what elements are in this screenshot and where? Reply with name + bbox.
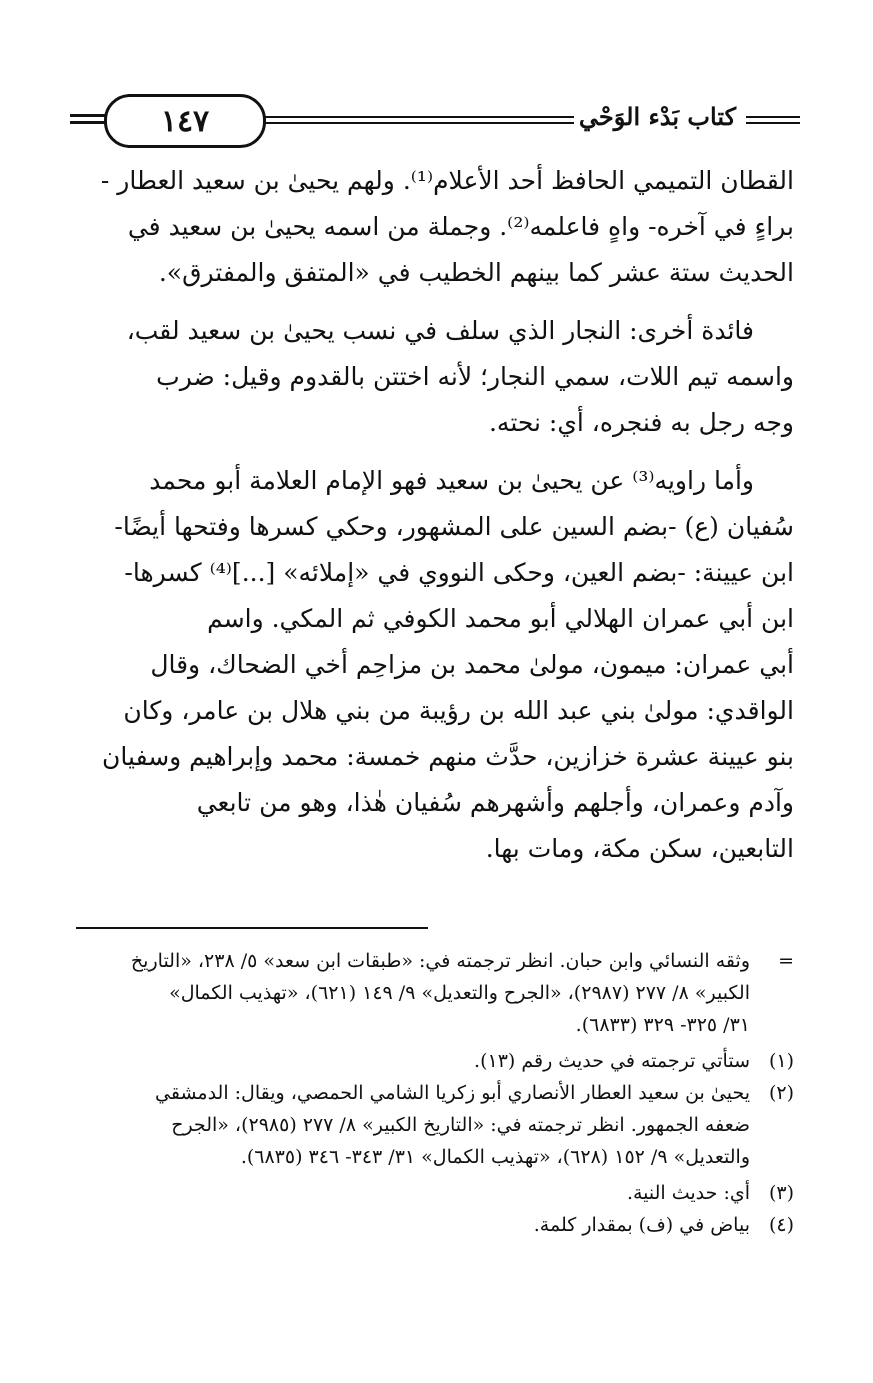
footnote-text: ستأتي ترجمته في حديث رقم (١٣). [474,1050,750,1072]
footnote-text: ٣١/ ٣٢٥- ٣٢٩ (٦٨٣٣). [575,1014,750,1036]
header-rule-middle-top [256,116,574,118]
footnote-line [76,1109,794,1141]
text-line: بنو عيينة عشرة خزازين، حدَّث منهم خمسة: محمد وإبراهيم وسفيان [102,742,794,771]
text-line: ابن أبي عمران الهلالي أبو محمد الكوفي ثم المكي. واسم [207,604,794,633]
text-line: أبي عمران: ميمون، مولىٰ محمد بن مزاحِم أخي الضحاك، وقال [150,650,794,679]
footnote-1 [76,1045,794,1077]
text-line: وأما راويه⁽³⁾ عن يحيىٰ بن سعيد فهو الإمام العلامة أبو محمد [149,466,754,495]
footnote-text: والتعديل» ٩/ ١٥٢ (٦٢٨)، «تهذيب الكمال» ٣١/ ٣٤٣- ٣٤٦ (٦٨٣٥). [240,1146,750,1168]
footnote-marker: (٣) [768,1182,794,1204]
text-line: براءٍ في آخره- واهٍ فاعلمه⁽²⁾. وجملة من اسمه يحيىٰ بن سعيد في [127,212,794,241]
footnote-2 [76,1077,794,1173]
book-title: كتاب بَدْء الوَحْي [578,102,736,131]
footnote-text: الكبير» ٨/ ٢٧٧ (٢٩٨٧)، «الجرح والتعديل» ٩/ ١٤٩ (٦٢١)، «تهذيب الكمال» [169,982,750,1004]
text-line: واسمه تيم اللات، سمي النجار؛ لأنه اختتن بالقدوم وقيل: ضرب [156,362,794,391]
page-header [70,92,800,154]
page-number: ١٤٧ [160,103,210,139]
footnote-marker: = [778,950,794,972]
text-line: سُفيان (ع) -بضم السين على المشهور، وحكي كسرها وفتحها أيضًا- [114,512,794,541]
footnote-text: بياض في (ف) بمقدار كلمة. [533,1214,750,1236]
footnote-line [76,1141,794,1173]
footnote-line [76,1009,794,1041]
footnote-divider [76,927,428,929]
header-rule-right-top [746,116,800,118]
footnote-line [76,1077,794,1109]
footnote-line [76,977,794,1009]
text-line: وجه رجل به فنجره، أي: نحته. [488,408,794,437]
footnote-4 [76,1209,794,1241]
header-rule-right-bottom [746,122,800,124]
main-text [76,158,794,872]
footnote-text: ضعفه الجمهور. انظر ترجمته في: «التاريخ الكبير» ٨/ ٢٧٧ (٢٩٨٥)، «الجرح [171,1114,750,1136]
text-line: القطان التميمي الحافظ أحد الأعلام⁽¹⁾. ولهم يحيىٰ بن سعيد العطار - [100,166,794,195]
text-line: الواقدي: مولىٰ بني عبد الله بن رؤيبة من بني هلال بن عامر، وكان [123,696,794,725]
text-line: ابن عيينة: -بضم العين، وحكى النووي في «إملائه» [...]⁽⁴⁾ كسرها- [124,558,794,587]
footnote-text: وثقه النسائي وابن حبان. انظر ترجمته في: «طبقات ابن سعد» ٥/ ٢٣٨، «التاريخ [130,950,750,972]
footnote-text: أي: حديث النية. [626,1182,750,1204]
footnote-3 [76,1177,794,1209]
footnote-line [76,1209,794,1241]
footnote-marker: (١) [768,1050,794,1072]
footnote-text: يحيىٰ بن سعيد العطار الأنصاري أبو زكريا الشامي الحمصي، ويقال: الدمشقي [155,1082,750,1104]
footnote-line [76,945,794,977]
footnote-line [76,1045,794,1077]
header-rule-middle-bottom [256,122,574,124]
footnote-marker: (٤) [768,1214,794,1236]
footnote-line [76,1177,794,1209]
text-line: فائدة أخرى: النجار الذي سلف في نسب يحيىٰ بن سعيد لقب، [126,316,754,345]
text-line: وآدم وعمران، وأجلهم وأشهرهم سُفيان هٰذا، وهو من تابعي [196,788,794,817]
text-line: التابعين، سكن مكة، ومات بها. [485,834,794,863]
footnote-marker: (٢) [768,1082,794,1104]
page-number-badge [104,94,266,148]
text-line: الحديث ستة عشر كما بينهم الخطيب في «المتفق والمفترق». [158,258,794,287]
footnote-continued [76,945,794,1041]
footnotes [76,945,794,1241]
